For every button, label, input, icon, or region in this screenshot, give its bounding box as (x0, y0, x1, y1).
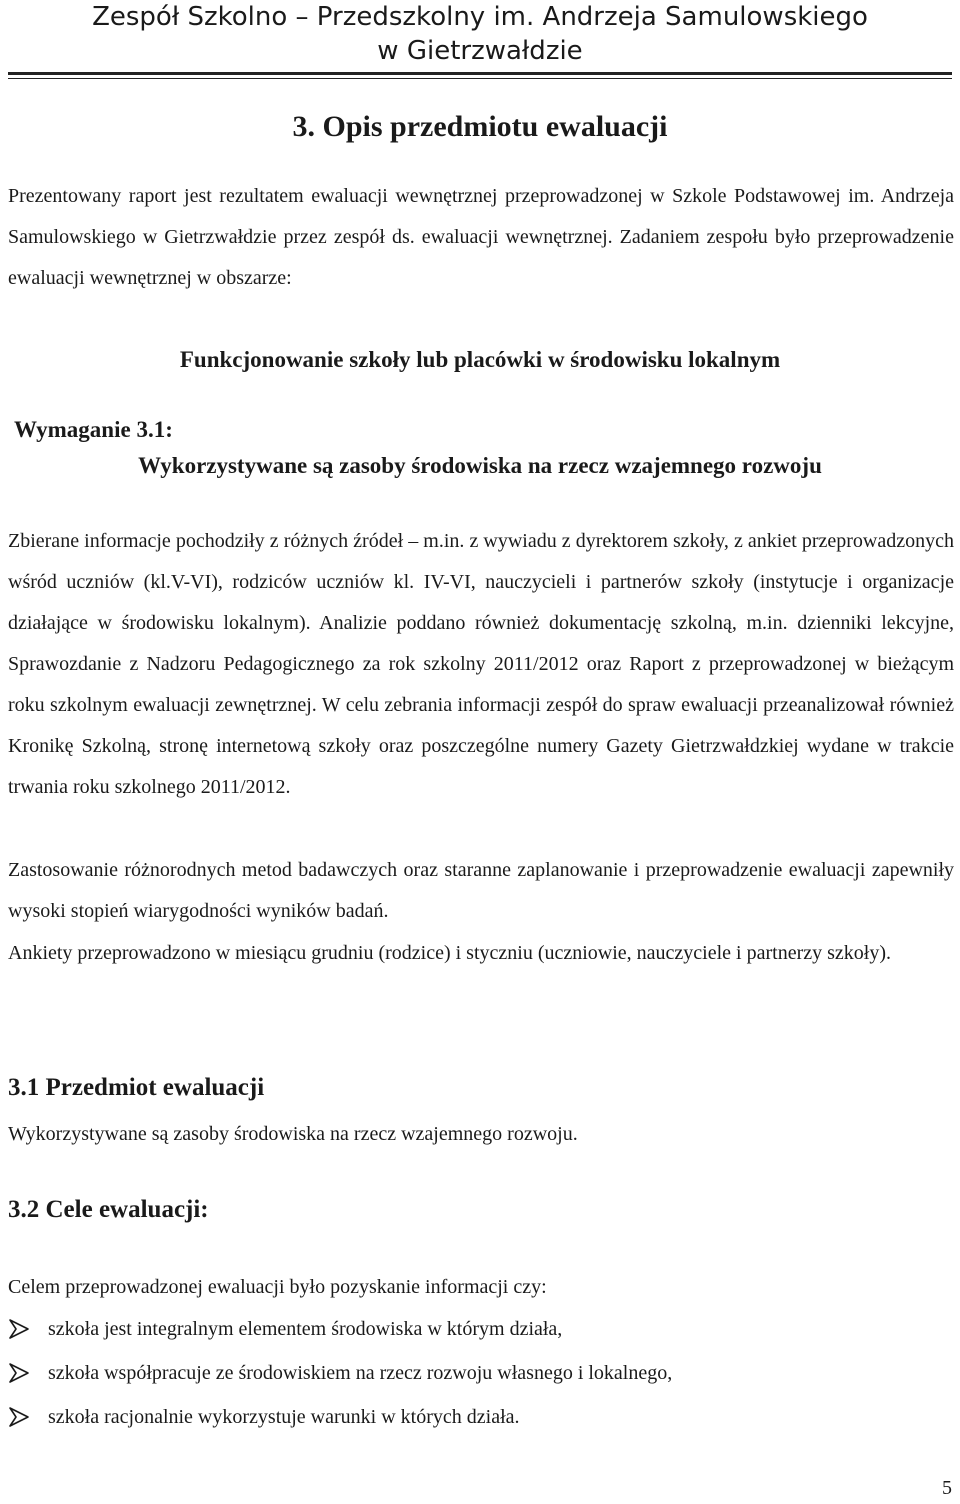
list-item (8, 1395, 948, 1439)
goals-list (8, 1307, 948, 1439)
methods-paragraph: Zastosowanie różnorodnych metod badawczych oraz staranne zaplanowanie i przeprowadzenie ewaluacji zapewniły wysoki stopień wiarygodności wyników badań. (8, 859, 954, 922)
subsection-32-intro: Celem przeprowadzonej ewaluacji było pozyskanie informacji czy: (8, 1276, 547, 1298)
list-item (8, 1351, 948, 1395)
list-item-text: szkoła racjonalnie wykorzystuje warunki w których działa. (48, 1406, 520, 1428)
list-item-text: szkoła współpracuje ze środowiskiem na rzecz rozwoju własnego i lokalnego, (48, 1362, 673, 1384)
surveys-paragraph: Ankiety przeprowadzono w miesiącu grudniu (rodzice) i styczniu (uczniowie, nauczyciele i partnerzy szkoły). (8, 942, 891, 964)
area-heading: Funkcjonowanie szkoły lub placówki w środowisku lokalnym (179, 347, 781, 372)
subsection-32-heading: 3.2 Cele ewaluacji: (8, 1196, 209, 1223)
header-rule-thin (8, 78, 952, 79)
subsection-31-heading: 3.1 Przedmiot ewaluacji (8, 1074, 265, 1101)
arrowhead-bullet-icon (8, 1351, 30, 1395)
requirement-label: Wymaganie 3.1: (14, 417, 173, 442)
arrowhead-bullet-icon (8, 1307, 30, 1351)
requirement-text: Wykorzystywane są zasoby środowiska na rzecz wzajemnego rozwoju (138, 453, 822, 478)
sources-paragraph: Zbierane informacje pochodziły z różnych źródeł – m.in. z wywiadu z dyrektorem szkoły, z ankiet przeprowadzonych wśród uczniów (kl.V-VI), rodziców uczniów kl. IV-VI, nauczycieli i partnerów szkoły (instytucje i organizacje działające w środowisku lokalnym). Analizie poddano również dokumentację szkolną, m.in. dzienniki lekcyjne, Sprawozdanie z Nadzoru Pedagogicznego za rok szkolny 2011/2012 oraz Raport z przeprowadzonej w bieżącym roku szkolnym ewaluacji zewnętrznej. W celu zebrania informacji zespół do spraw ewaluacji przeanalizował również Kronikę Szkolną, stronę internetową szkoły oraz poszczególne numery Gazety Gietrzwałdzkiej wydane w trakcie trwania roku szkolnego 2011/2012. (8, 530, 954, 798)
section-title: 3. Opis przedmiotu ewaluacji (292, 110, 668, 143)
header-location: w Gietrzwałdzie (377, 36, 583, 66)
header-school-name: Zespół Szkolno – Przedszkolny im. Andrzeja Samulowskiego (92, 2, 868, 32)
intro-paragraph: Prezentowany raport jest rezultatem ewaluacji wewnętrznej przeprowadzonej w Szkole Podstawowej im. Andrzeja Samulowskiego w Gietrzwałdzie przez zespół ds. ewaluacji wewnętrznej. Zadaniem zespołu było przeprowadzenie ewaluacji wewnętrznej w obszarze: (8, 185, 954, 289)
arrowhead-bullet-icon (8, 1395, 30, 1439)
page-number: 5 (942, 1477, 952, 1499)
list-item (8, 1307, 948, 1351)
header-rule-thick (8, 72, 952, 75)
list-item-text: szkoła jest integralnym elementem środowiska w którym działa, (48, 1318, 563, 1340)
page-header (0, 0, 960, 68)
subsection-31-text: Wykorzystywane są zasoby środowiska na rzecz wzajemnego rozwoju. (8, 1123, 578, 1145)
